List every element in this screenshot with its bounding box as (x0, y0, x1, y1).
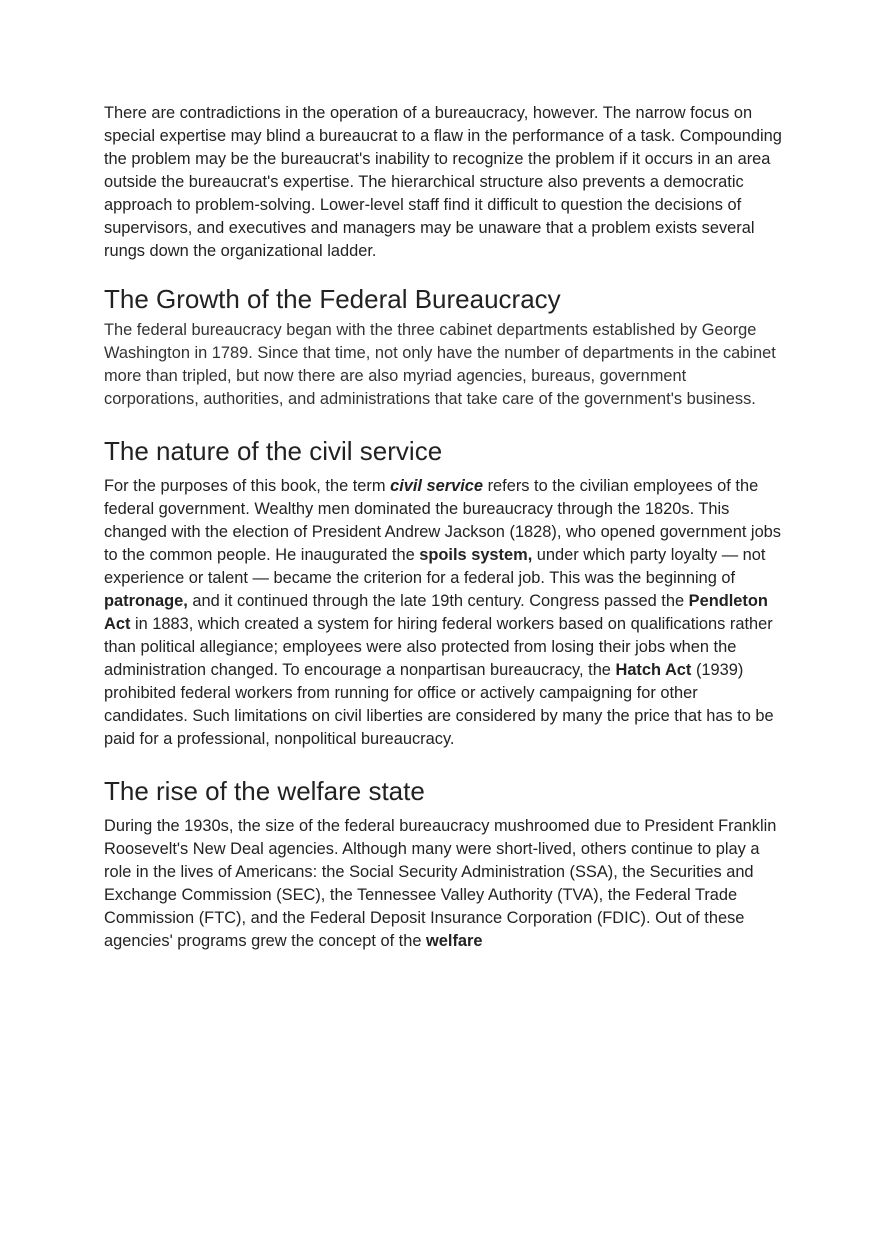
civil-text-3: under which party loyalty — not experience or talent — became the criterion for a federal job. This was the beginning of (104, 546, 766, 587)
civil-text-5: in 1883, which created a system for hiring federal workers based on qualifications rather than political allegiance; employees were also protected from losing their jobs when the administration changed. To encourage a nonpartisan bureaucracy, the (104, 615, 773, 679)
civil-text-2: refers to the civilian employees of the federal government. Wealthy men dominated the bureaucracy through the 1820s. This changed with the election of President Andrew Jackson (1828), who opened government jobs to the common people. He inaugurated the (104, 477, 781, 564)
heading-nature-of-civil-service: The nature of the civil service (104, 436, 443, 466)
civil-text-4: and it continued through the late 19th century. Congress passed the (187, 592, 689, 610)
heading-rise-of-welfare-state: The rise of the welfare state (104, 776, 425, 806)
term-patronage: patronage, (104, 592, 188, 610)
welfare-paragraph (104, 815, 784, 953)
term-pendleton-act: Pendleton Act (104, 592, 768, 633)
term-welfare: welfare (426, 932, 483, 950)
term-civil-service: civil service (390, 477, 484, 495)
intro-paragraph (104, 102, 784, 263)
heading-growth-of-federal-bureaucracy: The Growth of the Federal Bureaucracy (104, 284, 561, 314)
term-hatch-act: Hatch Act (615, 661, 692, 679)
civil-service-paragraph (104, 475, 784, 751)
civil-text-6: (1939) prohibited federal workers from running for office or actively campaigning for other candidates. Such limitations on civil liberties are considered by many the price that has to be paid for a professional, nonpolitical bureaucracy. (104, 661, 774, 748)
term-spoils-system: spoils system, (419, 546, 533, 564)
growth-paragraph (104, 319, 784, 411)
welfare-text-1: During the 1930s, the size of the federal bureaucracy mushroomed due to President Franklin Roosevelt's New Deal agencies. Although many were short-lived, others continue to play a role in the lives of Americans: the Social Security Administration (SSA), the Securities and Exchange Commission (SEC), the Tennessee Valley Authority (TVA), the Federal Trade Commission (FTC), and the Federal Deposit Insurance Corporation (FDIC). Out of these agencies' programs grew the concept of the (104, 817, 777, 950)
growth-text: The federal bureaucracy began with the three cabinet departments established by George Washington in 1789. Since that time, not only have the number of departments in the cabinet more than tripled, but now there are also myriad agencies, bureaus, government corporations, authorities, and administrations that take care of the government's business. (104, 321, 776, 408)
document-page (104, 102, 784, 953)
civil-text-1: For the purposes of this book, the term (104, 477, 391, 495)
intro-text: There are contradictions in the operation of a bureaucracy, however. The narrow focus on special expertise may blind a bureaucrat to a flaw in the performance of a task. Compounding the problem may be the bureaucrat's inability to recognize the problem if it occurs in an area outside the bureaucrat's expertise. The hierarchical structure also prevents a democratic approach to problem-solving. Lower-level staff find it difficult to question the decisions of supervisors, and executives and managers may be unaware that a problem exists several rungs down the organizational ladder. (104, 104, 782, 260)
